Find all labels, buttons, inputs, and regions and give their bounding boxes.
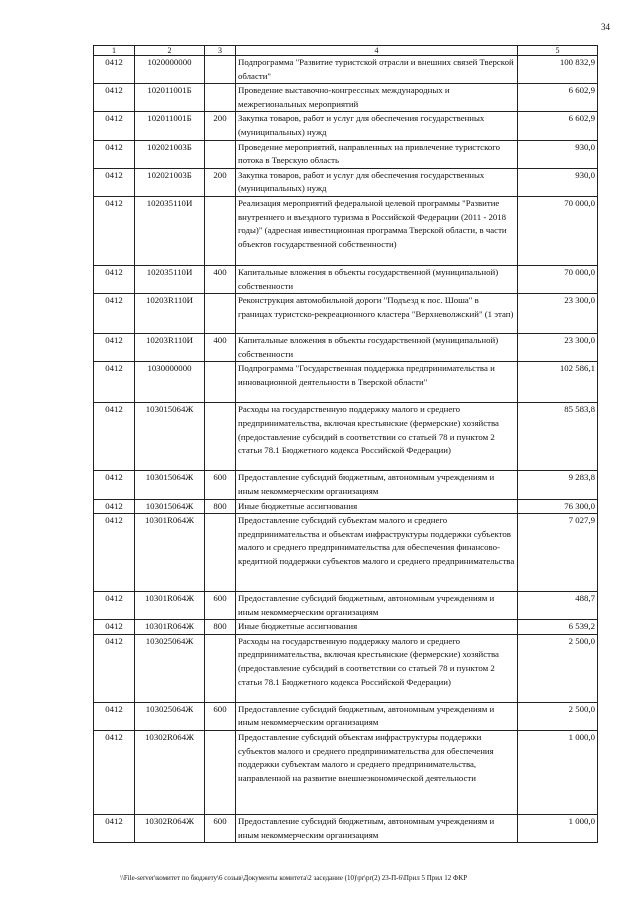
column-header-1: 1 — [94, 46, 135, 56]
expense-type-cell: 600 — [205, 702, 236, 730]
expense-type-cell — [205, 634, 236, 702]
amount-cell: 70 000,0 — [518, 265, 598, 293]
expense-type-cell — [205, 140, 236, 168]
expense-type-cell: 200 — [205, 168, 236, 196]
amount-cell: 1 000,0 — [518, 731, 598, 815]
expense-type-cell: 600 — [205, 815, 236, 843]
column-header-4: 4 — [236, 46, 518, 56]
expense-type-cell — [205, 362, 236, 403]
expense-type-cell — [205, 84, 236, 112]
column-header-5: 5 — [518, 46, 598, 56]
expense-type-cell — [205, 514, 236, 592]
target-article-cell: 10301R064Ж — [135, 620, 205, 635]
expense-type-cell — [205, 56, 236, 84]
table-row — [94, 815, 598, 843]
item-name-cell: Предоставление субсидий бюджетным, автономным учреждениям и иным некоммерческим организациям — [236, 471, 518, 499]
item-name-cell: Расходы на государственную поддержку малого и среднего предпринимательства, включая крестьянские (фермерские) хозяйства (предоставление субсидий в соответствии со статьей 78 и пунктом 2 статьи 78.1 Бюджетного кодекса Российской Федерации) — [236, 634, 518, 702]
item-name-cell: Капитальные вложения в объекты государственной (муниципальной) собственности — [236, 265, 518, 293]
section-code-cell: 0412 — [94, 112, 135, 140]
amount-cell: 930,0 — [518, 168, 598, 196]
table-row — [94, 140, 598, 168]
section-code-cell: 0412 — [94, 196, 135, 265]
item-name-cell: Капитальные вложения в объекты государственной (муниципальной) собственности — [236, 334, 518, 362]
amount-cell: 2 500,0 — [518, 634, 598, 702]
target-article-cell: 102021003Б — [135, 140, 205, 168]
table-row — [94, 702, 598, 730]
table-header-row — [94, 46, 598, 56]
column-header-2: 2 — [135, 46, 205, 56]
table-row — [94, 499, 598, 514]
target-article-cell: 103025064Ж — [135, 702, 205, 730]
target-article-cell: 102021003Б — [135, 168, 205, 196]
amount-cell: 6 602,9 — [518, 112, 598, 140]
amount-cell: 6 602,9 — [518, 84, 598, 112]
table-row — [94, 56, 598, 84]
target-article-cell: 10301R064Ж — [135, 514, 205, 592]
target-article-cell: 10301R064Ж — [135, 592, 205, 620]
target-article-cell: 1030000000 — [135, 362, 205, 403]
table-row — [94, 471, 598, 499]
section-code-cell: 0412 — [94, 702, 135, 730]
item-name-cell: Закупка товаров, работ и услуг для обеспечения государственных (муниципальных) нужд — [236, 112, 518, 140]
item-name-cell: Предоставление субсидий объектам инфраструктуры поддержки субъектов малого и среднего предпринимательства для обеспечения поддержки субъектам малого и среднего предпринимательства, направленной на развитие внешнеэкономической деятельности — [236, 731, 518, 815]
amount-cell: 6 539,2 — [518, 620, 598, 635]
amount-cell: 85 583,8 — [518, 403, 598, 471]
table-row — [94, 620, 598, 635]
target-article-cell: 10302R064Ж — [135, 731, 205, 815]
amount-cell: 76 300,0 — [518, 499, 598, 514]
item-name-cell: Предоставление субсидий бюджетным, автономным учреждениям и иным некоммерческим организациям — [236, 702, 518, 730]
target-article-cell: 103015064Ж — [135, 403, 205, 471]
target-article-cell: 10302R064Ж — [135, 815, 205, 843]
item-name-cell: Закупка товаров, работ и услуг для обеспечения государственных (муниципальных) нужд — [236, 168, 518, 196]
expense-type-cell: 400 — [205, 334, 236, 362]
target-article-cell: 1020000000 — [135, 56, 205, 84]
section-code-cell: 0412 — [94, 265, 135, 293]
footer-file-path: \\File-server\комитет по бюджету\6 созыв\Документы комитета\2 заседание (10)\pr\pr(2) 23-П-6\Прил 5 Прил 12 ФКР — [120, 874, 468, 882]
table-row — [94, 514, 598, 592]
expense-type-cell — [205, 196, 236, 265]
section-code-cell: 0412 — [94, 815, 135, 843]
amount-cell: 488,7 — [518, 592, 598, 620]
amount-cell: 70 000,0 — [518, 196, 598, 265]
section-code-cell: 0412 — [94, 168, 135, 196]
section-code-cell: 0412 — [94, 140, 135, 168]
section-code-cell: 0412 — [94, 56, 135, 84]
expense-type-cell — [205, 403, 236, 471]
table-row — [94, 84, 598, 112]
item-name-cell: Реконструкция автомобильной дороги "Подъезд к пос. Шоша" в границах туристско-рекреационного кластера "Верхневолжский" (1 этап) — [236, 294, 518, 334]
item-name-cell: Иные бюджетные ассигнования — [236, 499, 518, 514]
target-article-cell: 102035110И — [135, 265, 205, 293]
target-article-cell: 102035110И — [135, 196, 205, 265]
table-row — [94, 403, 598, 471]
target-article-cell: 103015064Ж — [135, 499, 205, 514]
table-row — [94, 334, 598, 362]
table-row — [94, 592, 598, 620]
section-code-cell: 0412 — [94, 592, 135, 620]
item-name-cell: Расходы на государственную поддержку малого и среднего предпринимательства, включая крестьянские (фермерские) хозяйства (предоставление субсидий в соответствии со статьей 78 и пунктом 2 статьи 78.1 Бюджетного кодекса Российской Федерации) — [236, 403, 518, 471]
section-code-cell: 0412 — [94, 514, 135, 592]
section-code-cell: 0412 — [94, 634, 135, 702]
table-row — [94, 294, 598, 334]
amount-cell: 100 832,9 — [518, 56, 598, 84]
expense-type-cell: 800 — [205, 620, 236, 635]
budget-table — [93, 45, 598, 843]
table-row — [94, 265, 598, 293]
amount-cell: 102 586,1 — [518, 362, 598, 403]
item-name-cell: Подпрограмма "Государственная поддержка предпринимательства и инновационной деятельности в Тверской области" — [236, 362, 518, 403]
table-row — [94, 634, 598, 702]
target-article-cell: 103015064Ж — [135, 471, 205, 499]
expense-type-cell: 800 — [205, 499, 236, 514]
section-code-cell: 0412 — [94, 499, 135, 514]
item-name-cell: Предоставление субсидий субъектам малого и среднего предпринимательства и объектам инфраструктуры поддержки субъектов малого и среднего предпринимательства для обеспечения финансово-кредитной поддержки субъектов малого и среднего предпринимательства — [236, 514, 518, 592]
table-body — [94, 56, 598, 843]
section-code-cell: 0412 — [94, 294, 135, 334]
table-row — [94, 112, 598, 140]
item-name-cell: Проведение выставочно-конгрессных международных и межрегиональных мероприятий — [236, 84, 518, 112]
amount-cell: 2 500,0 — [518, 702, 598, 730]
item-name-cell: Реализация мероприятий федеральной целевой программы "Развитие внутреннего и въездного туризма в Российской Федерации (2011 - 2018 годы)" (адресная инвестиционная программа Тверской области, в части объектов государственной собственности) — [236, 196, 518, 265]
amount-cell: 1 000,0 — [518, 815, 598, 843]
column-header-3: 3 — [205, 46, 236, 56]
amount-cell: 23 300,0 — [518, 334, 598, 362]
section-code-cell: 0412 — [94, 84, 135, 112]
target-article-cell: 103025064Ж — [135, 634, 205, 702]
target-article-cell: 102011001Б — [135, 84, 205, 112]
expense-type-cell — [205, 731, 236, 815]
section-code-cell: 0412 — [94, 731, 135, 815]
section-code-cell: 0412 — [94, 334, 135, 362]
target-article-cell: 10203R110И — [135, 294, 205, 334]
section-code-cell: 0412 — [94, 403, 135, 471]
item-name-cell: Иные бюджетные ассигнования — [236, 620, 518, 635]
table-row — [94, 168, 598, 196]
amount-cell: 9 283,8 — [518, 471, 598, 499]
section-code-cell: 0412 — [94, 362, 135, 403]
expense-type-cell: 600 — [205, 592, 236, 620]
item-name-cell: Подпрограмма "Развитие туристской отрасли и внешних связей Тверской области" — [236, 56, 518, 84]
expense-type-cell — [205, 294, 236, 334]
table-row — [94, 196, 598, 265]
amount-cell: 23 300,0 — [518, 294, 598, 334]
table-row — [94, 362, 598, 403]
amount-cell: 930,0 — [518, 140, 598, 168]
section-code-cell: 0412 — [94, 471, 135, 499]
item-name-cell: Проведение мероприятий, направленных на привлечение туристского потока в Тверскую область — [236, 140, 518, 168]
section-code-cell: 0412 — [94, 620, 135, 635]
target-article-cell: 10203R110И — [135, 334, 205, 362]
expense-type-cell: 600 — [205, 471, 236, 499]
page-number: 34 — [601, 22, 610, 32]
expense-type-cell: 200 — [205, 112, 236, 140]
item-name-cell: Предоставление субсидий бюджетным, автономным учреждениям и иным некоммерческим организациям — [236, 592, 518, 620]
expense-type-cell: 400 — [205, 265, 236, 293]
table-row — [94, 731, 598, 815]
amount-cell: 7 027,9 — [518, 514, 598, 592]
item-name-cell: Предоставление субсидий бюджетным, автономным учреждениям и иным некоммерческим организациям — [236, 815, 518, 843]
target-article-cell: 102011001Б — [135, 112, 205, 140]
